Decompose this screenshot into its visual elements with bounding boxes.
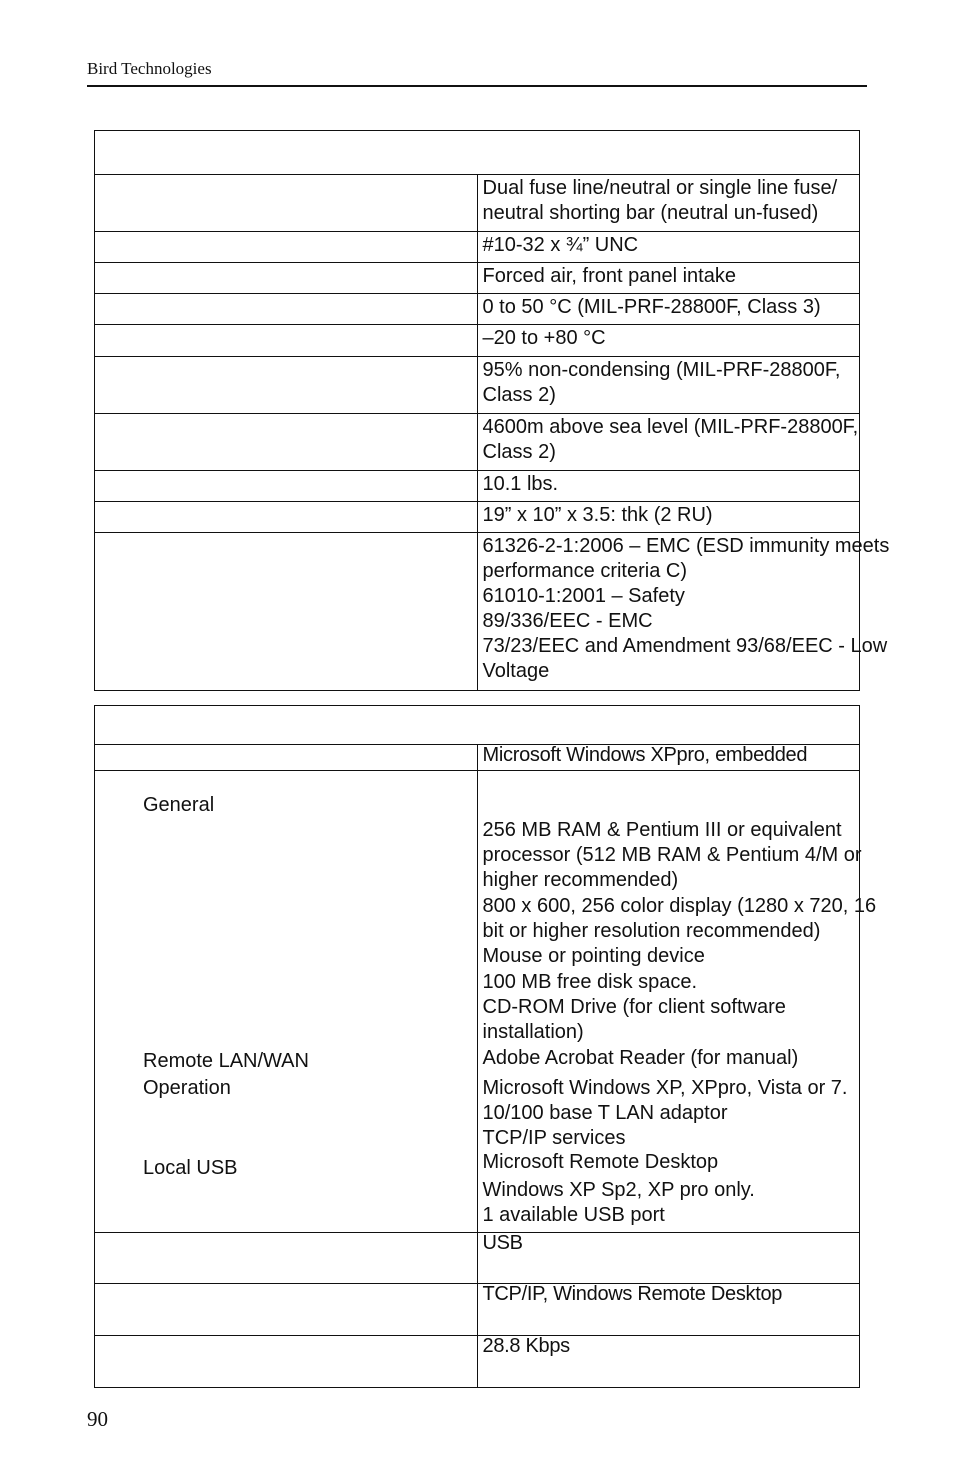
table-row [95, 294, 860, 325]
req-label-operation: Operation [143, 1077, 231, 1099]
value-line: 19” x 10” x 3.5: thk (2 RU) [482, 504, 713, 526]
req-label-remote: Remote LAN/WAN [143, 1050, 309, 1072]
row-label [95, 502, 478, 533]
req-value-line: processor (512 MB RAM & Pentium 4/M or [482, 844, 862, 866]
table-row [95, 1233, 860, 1284]
req-label-local-usb: Local USB [143, 1157, 238, 1179]
table-row [95, 1336, 860, 1388]
row-label [95, 1284, 478, 1336]
row-label [95, 325, 478, 357]
req-value-line: installation) [482, 1021, 584, 1043]
req-value-line: Mouse or pointing device [482, 945, 705, 967]
table-row [95, 357, 860, 414]
table-row [95, 232, 860, 263]
req-value-line: 256 MB RAM & Pentium III or equivalent [482, 819, 842, 841]
specifications-table [94, 130, 890, 691]
req-value-line: higher recommended) [482, 869, 679, 891]
row-value [477, 471, 860, 502]
req-value-line: 1 available USB port [482, 1204, 665, 1226]
req-value-line: bit or higher resolution recommended) [482, 920, 821, 942]
value-line: 10.1 lbs. [482, 473, 559, 495]
row-label [95, 533, 478, 691]
header-rule [87, 85, 867, 87]
req-value-line: Adobe Acrobat Reader (for manual) [482, 1047, 799, 1069]
row-value: USB [477, 1233, 860, 1284]
table-row [95, 1284, 860, 1336]
table-row [95, 471, 860, 502]
value-line: performance criteria C) [482, 560, 688, 582]
req-value-line: Microsoft Remote Desktop [482, 1151, 719, 1173]
value-line: 73/23/EEC and Amendment 93/68/EEC - Low [482, 635, 888, 657]
page-number: 90 [87, 1407, 108, 1431]
row-label [95, 414, 478, 471]
req-value-line: Microsoft Windows XP, XPpro, Vista or 7. [482, 1077, 848, 1099]
requirements-values [477, 771, 877, 1233]
table-row [95, 263, 860, 294]
requirements-labels [95, 771, 478, 1233]
row-value [477, 533, 890, 691]
table-row [95, 175, 860, 232]
row-label [95, 745, 478, 771]
row-label [95, 1336, 478, 1388]
req-value-line: Windows XP Sp2, XP pro only. [482, 1179, 755, 1201]
running-header: Bird Technologies [87, 59, 212, 78]
row-value [477, 502, 860, 533]
value-line: –20 to +80 °C [482, 327, 606, 349]
value-line: 61326-2-1:2006 – EMC (ESD immunity meets [482, 535, 890, 557]
row-value [477, 232, 860, 263]
row-value: 28.8 Kbps [477, 1336, 860, 1388]
row-value [477, 357, 860, 414]
req-value-line: 10/100 base T LAN adaptor [482, 1102, 728, 1124]
requirements-row [95, 771, 860, 1233]
value-line: 61010-1:2001 – Safety [482, 585, 685, 607]
table-heading [95, 706, 860, 745]
req-label-general: General [143, 794, 215, 816]
value-line: Class 2) [482, 441, 556, 463]
value-line: #10-32 x ¾” UNC [482, 234, 639, 256]
table-row [95, 414, 860, 471]
row-value: TCP/IP, Windows Remote Desktop [477, 1284, 860, 1336]
req-value-line: TCP/IP services [482, 1127, 626, 1149]
table-heading [95, 131, 860, 175]
row-value [477, 175, 860, 232]
table-row [95, 745, 860, 771]
value-line: 0 to 50 °C (MIL-PRF-28800F, Class 3) [482, 296, 821, 318]
req-value-line: CD-ROM Drive (for client software [482, 996, 786, 1018]
table-row [95, 502, 860, 533]
value-line: Dual fuse line/neutral or single line fuse/ [482, 177, 838, 199]
table-row [95, 325, 860, 357]
row-label [95, 175, 478, 232]
row-label [95, 232, 478, 263]
req-value-line: 100 MB free disk space. [482, 971, 698, 993]
value-line: Forced air, front panel intake [482, 265, 736, 287]
req-value-line: 800 x 600, 256 color display (1280 x 720, 16 [482, 895, 877, 917]
row-label [95, 357, 478, 414]
value-line: 4600m above sea level (MIL-PRF-28800F, [482, 416, 859, 438]
value-line: Voltage [482, 660, 550, 682]
row-value [477, 325, 860, 357]
row-label [95, 294, 478, 325]
row-label [95, 1233, 478, 1284]
row-label [95, 471, 478, 502]
row-value [477, 294, 860, 325]
value-line: Class 2) [482, 384, 556, 406]
row-value [477, 414, 860, 471]
value-line: neutral shorting bar (neutral un-fused) [482, 202, 819, 224]
value-line: 89/336/EEC - EMC [482, 610, 653, 632]
row-value [477, 263, 860, 294]
software-table [94, 705, 877, 1388]
row-label [95, 263, 478, 294]
os-value: Microsoft Windows XPpro, embedded [477, 745, 860, 771]
value-line: 95% non-condensing (MIL-PRF-28800F, [482, 359, 841, 381]
table-row [95, 533, 860, 691]
